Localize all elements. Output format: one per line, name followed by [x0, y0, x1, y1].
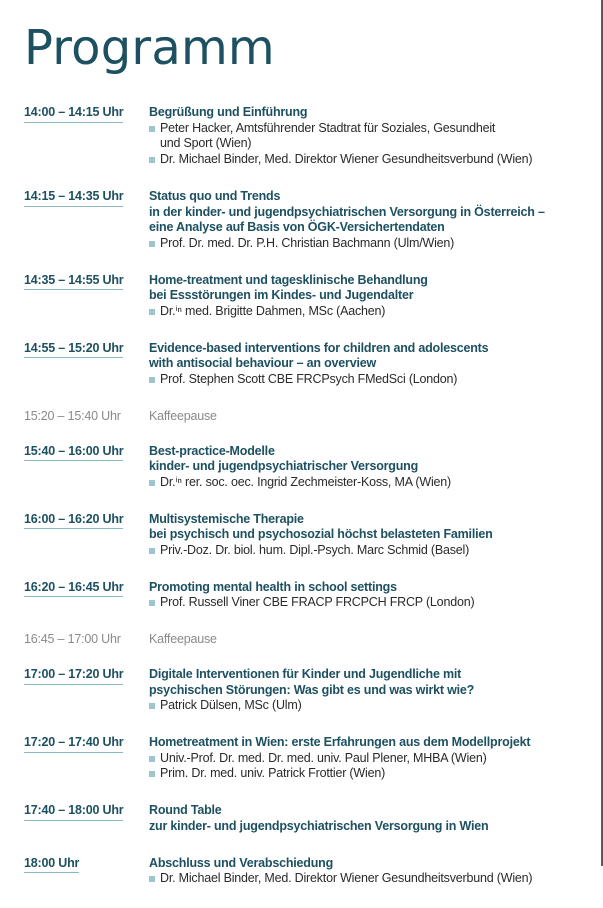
- speaker: [149, 543, 584, 559]
- speaker-line: Dr. Michael Binder, Med. Direktor Wiener Gesundheitsverbund (Wien): [160, 871, 533, 886]
- square-bullet-icon: [149, 756, 155, 762]
- session-content: [149, 580, 584, 611]
- square-bullet-icon: [149, 241, 155, 247]
- session-title-line: Evidence-based interventions for children and adolescents: [149, 340, 489, 355]
- schedule-entry: [24, 735, 584, 782]
- session-title-line: Begrüßung und Einführung: [149, 105, 308, 119]
- speaker: [149, 751, 584, 767]
- session-content: [149, 632, 584, 648]
- speaker: [149, 766, 584, 782]
- session-time: 16:00 – 16:20 Uhr: [24, 512, 123, 530]
- schedule-entry: [24, 189, 584, 252]
- session-title-line: Round Table: [149, 803, 222, 818]
- session-time: 14:55 – 15:20 Uhr: [24, 341, 123, 359]
- speaker: [149, 871, 584, 887]
- square-bullet-icon: [149, 600, 155, 606]
- schedule-entry: [24, 341, 584, 388]
- session-time: 17:20 – 17:40 Uhr: [24, 735, 123, 753]
- schedule-entry: [24, 105, 584, 168]
- session-time: 15:20 – 15:40 Uhr: [24, 408, 121, 423]
- session-title-line: bei Essstörungen im Kindes- und Jugendalter: [149, 288, 414, 303]
- schedule-pause: [24, 409, 584, 425]
- speaker-line: Priv.-Doz. Dr. biol. hum. Dipl.-Psych. Marc Schmid (Basel): [160, 543, 470, 558]
- schedule-entry: [24, 273, 584, 320]
- speaker-line: Univ.-Prof. Dr. med. Dr. med. univ. Paul Plener, MHBA (Wien): [160, 750, 487, 765]
- session-title-line: Best-practice-Modelle: [149, 443, 275, 458]
- square-bullet-icon: [149, 548, 155, 554]
- speaker-line: Dr.ⁱⁿ med. Brigitte Dahmen, MSc (Aachen): [160, 304, 386, 319]
- schedule-entry: [24, 512, 584, 559]
- session-time: 15:40 – 16:00 Uhr: [24, 444, 123, 462]
- session-title-line: Kaffeepause: [149, 632, 217, 647]
- session-title-line: psychischen Störungen: Was gibt es und was wirkt wie?: [149, 682, 475, 697]
- session-title-line: Digitale Interventionen für Kinder und Jugendliche mit: [149, 666, 462, 681]
- session-content: [149, 273, 584, 320]
- square-bullet-icon: [149, 703, 155, 709]
- speaker: [149, 236, 584, 252]
- session-time: 16:45 – 17:00 Uhr: [24, 632, 121, 647]
- schedule-entry: [24, 856, 584, 887]
- session-content: [149, 189, 584, 252]
- session-time: 14:15 – 14:35 Uhr: [24, 189, 123, 207]
- speaker-line: Prof. Russell Viner CBE FRACP FRCPCH FRCP (London): [160, 595, 475, 610]
- schedule-entry: [24, 444, 584, 491]
- square-bullet-icon: [149, 157, 155, 163]
- session-content: [149, 105, 584, 168]
- square-bullet-icon: [149, 377, 155, 383]
- session-title-line: Hometreatment in Wien: erste Erfahrungen aus dem Modellprojekt: [149, 734, 531, 749]
- session-time: 17:40 – 18:00 Uhr: [24, 803, 123, 821]
- speaker: [149, 698, 584, 714]
- speaker: [149, 304, 584, 320]
- session-time: 16:20 – 16:45 Uhr: [24, 580, 123, 598]
- session-content: [149, 512, 584, 559]
- session-content: [149, 341, 584, 388]
- schedule-list: [24, 105, 584, 908]
- square-bullet-icon: [149, 309, 155, 315]
- session-title-line: eine Analyse auf Basis von ÖGK-Versichertendaten: [149, 220, 445, 235]
- session-title-line: Multisystemische Therapie: [149, 511, 304, 526]
- session-title-line: Status quo und Trends: [149, 188, 281, 203]
- speaker: [149, 372, 584, 388]
- session-title-line: in der kinder- und jugendpsychiatrischen Versorgung in Österreich –: [149, 204, 545, 219]
- square-bullet-icon: [149, 771, 155, 777]
- session-title-line: Kaffeepause: [149, 408, 217, 423]
- session-time: 14:35 – 14:55 Uhr: [24, 273, 123, 291]
- session-content: [149, 667, 584, 714]
- session-title-line: Home-treatment und tagesklinische Behandlung: [149, 272, 428, 287]
- schedule-entry: [24, 803, 584, 834]
- session-content: [149, 444, 584, 491]
- session-content: [149, 409, 584, 425]
- speaker-line: Dr. Michael Binder, Med. Direktor Wiener Gesundheitsverbund (Wien): [160, 152, 533, 167]
- session-time: 14:00 – 14:15 Uhr: [24, 105, 123, 123]
- page-title: Programm: [24, 20, 275, 76]
- speaker-line: und Sport (Wien): [160, 136, 252, 151]
- speaker: [149, 121, 584, 152]
- square-bullet-icon: [149, 480, 155, 486]
- schedule-entry: [24, 580, 584, 611]
- session-content: [149, 856, 584, 887]
- speaker-line: Dr.ⁱⁿ rer. soc. oec. Ingrid Zechmeister-Koss, MA (Wien): [160, 474, 452, 489]
- speaker-line: Prim. Dr. med. univ. Patrick Frottier (Wien): [160, 766, 386, 781]
- session-title-line: zur kinder- und jugendpsychiatrischen Versorgung in Wien: [149, 818, 489, 833]
- session-title-line: Abschluss und Verabschiedung: [149, 855, 334, 870]
- speaker-line: Peter Hacker, Amtsführender Stadtrat für Soziales, Gesundheit: [160, 120, 496, 135]
- schedule-pause: [24, 632, 584, 648]
- session-time: 18:00 Uhr: [24, 856, 79, 874]
- session-title-line: kinder- und jugendpsychiatrischer Versorgung: [149, 459, 419, 474]
- session-title-line: with antisocial behaviour – an overview: [149, 356, 376, 371]
- speaker: [149, 475, 584, 491]
- session-content: [149, 735, 584, 782]
- speaker-line: Prof. Dr. med. Dr. P.H. Christian Bachmann (Ulm/Wien): [160, 235, 455, 250]
- schedule-entry: [24, 667, 584, 714]
- speaker-line: Prof. Stephen Scott CBE FRCPsych FMedSci (London): [160, 372, 458, 387]
- session-title-line: bei psychisch und psychosozial höchst belasteten Familien: [149, 527, 493, 542]
- session-title-line: Promoting mental health in school settings: [149, 579, 397, 594]
- speaker-line: Patrick Dülsen, MSc (Ulm): [160, 698, 302, 713]
- square-bullet-icon: [149, 126, 155, 132]
- session-content: [149, 803, 584, 834]
- square-bullet-icon: [149, 876, 155, 882]
- speaker: [149, 152, 584, 168]
- speaker: [149, 595, 584, 611]
- session-time: 17:00 – 17:20 Uhr: [24, 667, 123, 685]
